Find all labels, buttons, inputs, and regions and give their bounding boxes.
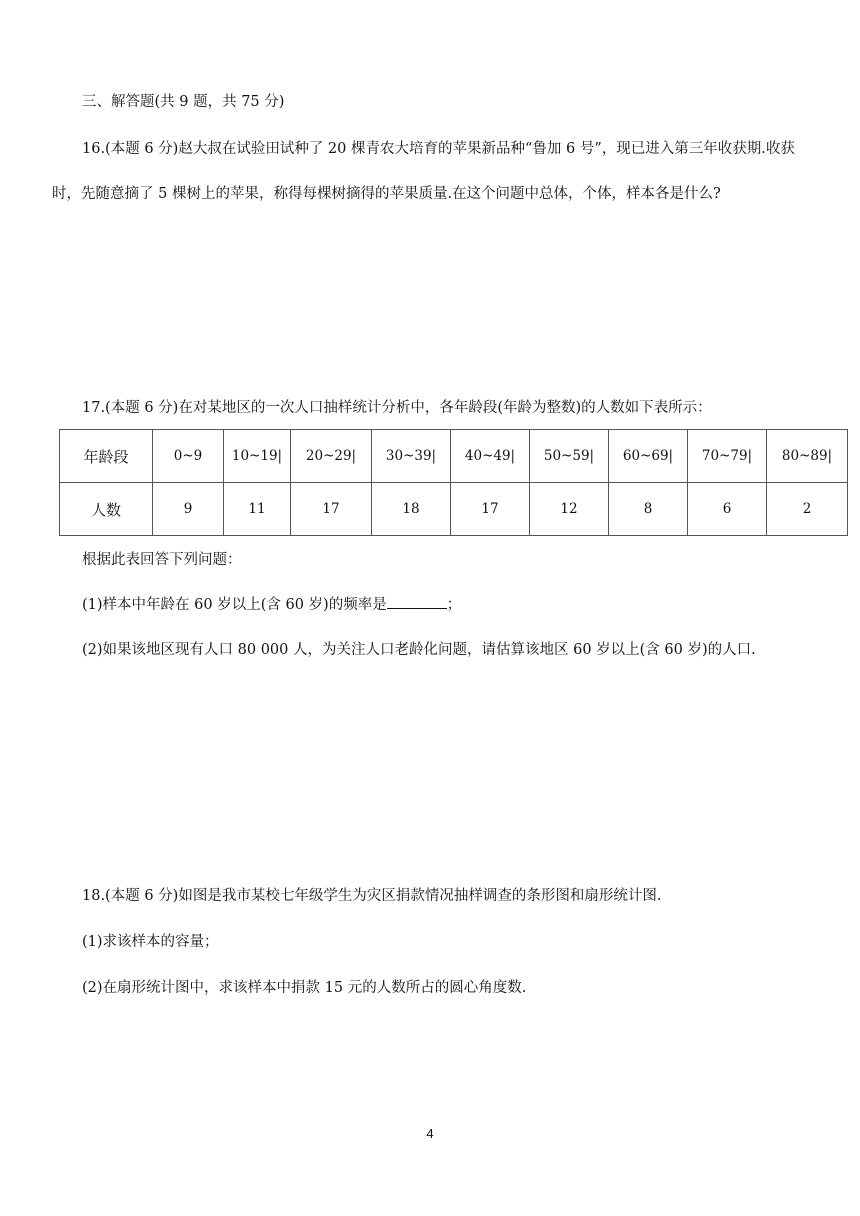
- table-cell: 20~29|: [291, 430, 372, 483]
- table-cell: 30~39|: [372, 430, 451, 483]
- question-17-part1: [82, 594, 461, 615]
- table-cell: 0~9: [153, 430, 224, 483]
- part1-prefix: (1)样本中年龄在 60 岁以上(含 60 岁)的频率是: [82, 597, 387, 613]
- table-header-age-group: 年龄段: [60, 430, 153, 483]
- table-header-count: 人数: [60, 483, 153, 536]
- table-cell: 17: [451, 483, 530, 536]
- table-row-age-groups: [60, 430, 848, 483]
- table-cell: 50~59|: [530, 430, 609, 483]
- section-title: 三、解答题(共 9 题，共 75 分): [82, 94, 285, 110]
- question-18-part2: (2)在扇形统计图中，求该样本中捐款 15 元的人数所占的圆心角度数.: [82, 980, 527, 996]
- table-cell: 17: [291, 483, 372, 536]
- table-cell: 2: [767, 483, 848, 536]
- age-distribution-table: [59, 429, 848, 536]
- table-followup-text: 根据此表回答下列问题：: [82, 552, 242, 568]
- question-17-part2: (2)如果该地区现有人口 80 000 人，为关注人口老龄化问题，请估算该地区 60 岁以上(含 60 岁)的人口.: [82, 642, 756, 658]
- question-18-intro: 18.(本题 6 分)如图是我市某校七年级学生为灾区捐款情况抽样调查的条形图和扇形统计图.: [82, 888, 662, 904]
- table-cell: 6: [688, 483, 767, 536]
- table-cell: 70~79|: [688, 430, 767, 483]
- question-16-line2: 时，先随意摘了 5 棵树上的苹果，称得每棵树摘得的苹果质量.在这个问题中总体，个体，样本各是什么?: [52, 186, 721, 202]
- question-16-line1: 16.(本题 6 分)赵大叔在试验田试种了 20 棵青农大培育的苹果新品种“鲁加 6 号”，现已进入第三年收获期.收获: [82, 141, 795, 157]
- table-cell: 40~49|: [451, 430, 530, 483]
- part1-suffix: ；: [446, 597, 462, 613]
- table-row-counts: [60, 483, 848, 536]
- table-cell: 9: [153, 483, 224, 536]
- question-18-part1: (1)求该样本的容量；: [82, 934, 219, 950]
- question-17-intro: 17.(本题 6 分)在对某地区的一次人口抽样统计分析中，各年龄段(年龄为整数)的人数如下表所示：: [82, 400, 712, 416]
- table-cell: 12: [530, 483, 609, 536]
- table-cell: 8: [609, 483, 688, 536]
- table-cell: 18: [372, 483, 451, 536]
- table-cell: 11: [224, 483, 291, 536]
- answer-blank: [387, 594, 447, 609]
- table-cell: 60~69|: [609, 430, 688, 483]
- page-number: 4: [426, 1126, 434, 1141]
- table-cell: 80~89|: [767, 430, 848, 483]
- table-cell: 10~19|: [224, 430, 291, 483]
